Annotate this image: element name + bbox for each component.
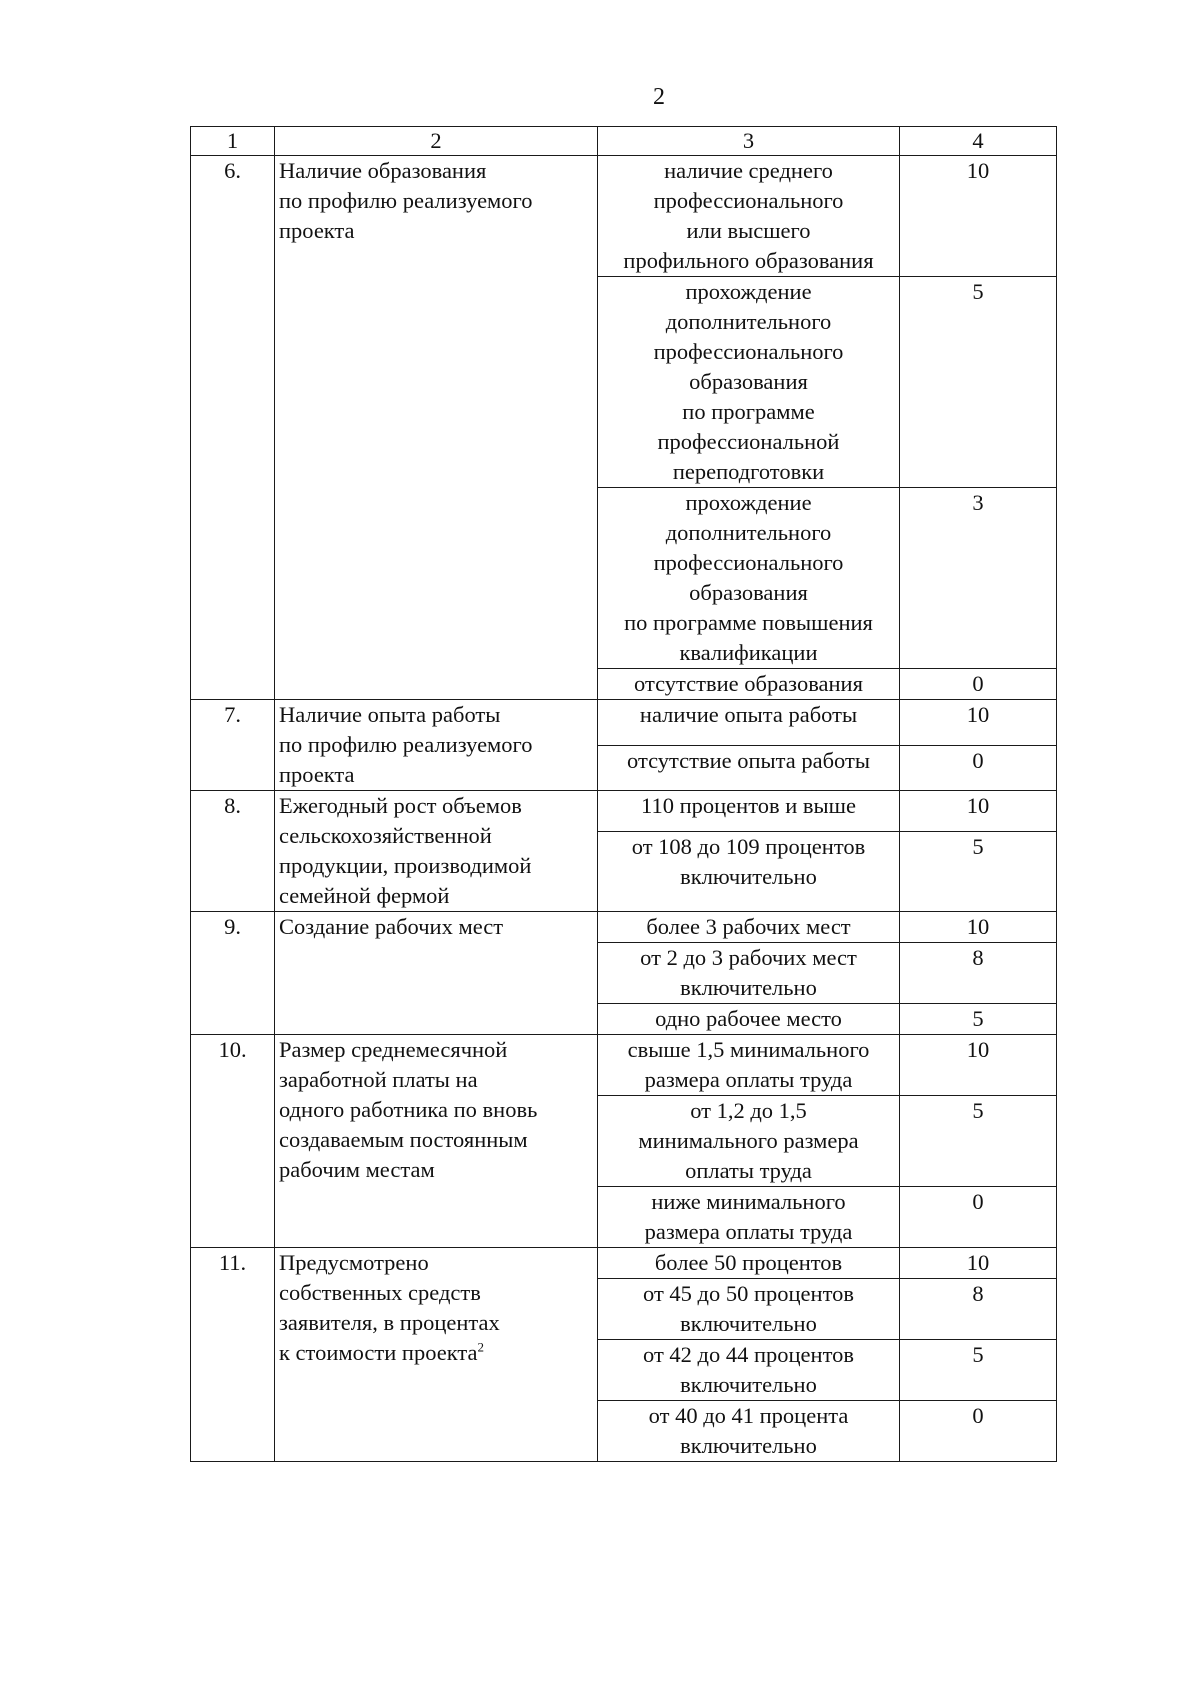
option-cell: от 40 до 41 процента включительно — [598, 1401, 900, 1462]
score-cell: 8 — [900, 943, 1057, 1004]
option-cell: более 3 рабочих мест — [598, 912, 900, 943]
criterion-cell — [275, 1248, 598, 1462]
score-cell: 10 — [900, 912, 1057, 943]
option-cell: 110 процентов и выше — [598, 791, 900, 832]
option-cell: от 2 до 3 рабочих мест включительно — [598, 943, 900, 1004]
score-cell: 0 — [900, 1187, 1057, 1248]
score-cell: 5 — [900, 1096, 1057, 1187]
criterion-cell — [275, 156, 598, 700]
criterion-text: Предусмотрено собственных средств заявителя, в процентах к стоимости проекта — [279, 1250, 500, 1365]
option-cell: от 1,2 до 1,5 минимального размера оплаты труда — [598, 1096, 900, 1187]
criterion-number: 9. — [191, 912, 275, 1035]
criterion-cell — [275, 912, 598, 1035]
criterion-number: 8. — [191, 791, 275, 912]
option-cell: ниже минимального размера оплаты труда — [598, 1187, 900, 1248]
option-cell: более 50 процентов — [598, 1248, 900, 1279]
score-cell: 10 — [900, 1035, 1057, 1096]
column-header: 4 — [900, 127, 1057, 156]
option-cell: отсутствие опыта работы — [598, 745, 900, 791]
option-cell: наличие среднего профессионального или высшего профильного образования — [598, 156, 900, 277]
criterion-cell — [275, 700, 598, 791]
score-cell: 5 — [900, 1340, 1057, 1401]
table-row — [191, 791, 1057, 832]
criterion-number: 6. — [191, 156, 275, 700]
option-cell: от 108 до 109 процентов включительно — [598, 831, 900, 911]
score-cell: 10 — [900, 156, 1057, 277]
score-cell: 0 — [900, 1401, 1057, 1462]
column-header: 2 — [275, 127, 598, 156]
criterion-number: 10. — [191, 1035, 275, 1248]
score-cell: 5 — [900, 831, 1057, 911]
score-cell: 10 — [900, 1248, 1057, 1279]
score-cell: 8 — [900, 1279, 1057, 1340]
table-row — [191, 1035, 1057, 1096]
criterion-number: 7. — [191, 700, 275, 791]
table-row — [191, 700, 1057, 746]
column-header: 3 — [598, 127, 900, 156]
option-cell: от 42 до 44 процентов включительно — [598, 1340, 900, 1401]
page-number: 2 — [653, 84, 665, 110]
column-header: 1 — [191, 127, 275, 156]
option-cell: прохождение дополнительного профессионального образования по программе повышения квалификации — [598, 488, 900, 669]
score-cell: 10 — [900, 791, 1057, 832]
table-row — [191, 1248, 1057, 1279]
option-cell: прохождение дополнительного профессионального образования по программе профессиональной переподготовки — [598, 277, 900, 488]
criterion-text: Создание рабочих мест — [279, 914, 504, 939]
table-row — [191, 912, 1057, 943]
score-cell: 5 — [900, 1004, 1057, 1035]
option-cell: наличие опыта работы — [598, 700, 900, 746]
criterion-number: 11. — [191, 1248, 275, 1462]
score-cell: 10 — [900, 700, 1057, 746]
option-cell: отсутствие образования — [598, 669, 900, 700]
table-body — [191, 156, 1057, 1462]
table-row — [191, 156, 1057, 277]
footnote-marker: 2 — [477, 1339, 484, 1355]
criterion-text: Размер среднемесячной заработной платы на одного работника по вновь создаваемым постоянным рабочим местам — [279, 1037, 538, 1182]
option-cell: одно рабочее место — [598, 1004, 900, 1035]
score-cell: 3 — [900, 488, 1057, 669]
score-cell: 0 — [900, 669, 1057, 700]
criterion-cell — [275, 1035, 598, 1248]
criterion-cell — [275, 791, 598, 912]
criterion-text: Наличие опыта работы по профилю реализуемого проекта — [279, 702, 533, 787]
header-row — [191, 127, 1057, 156]
option-cell: свыше 1,5 минимального размера оплаты труда — [598, 1035, 900, 1096]
criterion-text: Ежегодный рост объемов сельскохозяйственной продукции, производимой семейной фермой — [279, 793, 532, 908]
criteria-table — [190, 126, 1057, 1462]
score-cell: 0 — [900, 745, 1057, 791]
score-cell: 5 — [900, 277, 1057, 488]
option-cell: от 45 до 50 процентов включительно — [598, 1279, 900, 1340]
criterion-text: Наличие образования по профилю реализуемого проекта — [279, 158, 533, 243]
